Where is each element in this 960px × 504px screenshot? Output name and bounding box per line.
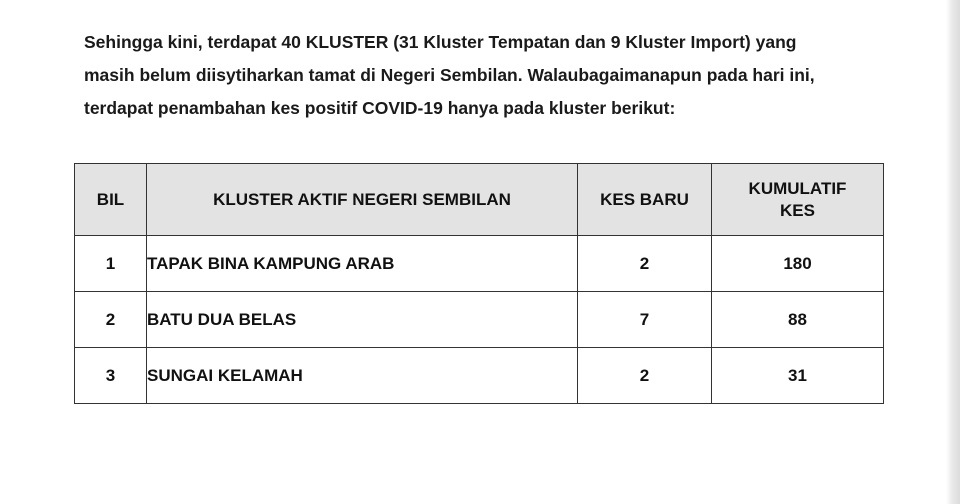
table-row — [75, 348, 884, 404]
cell-bil: 2 — [75, 292, 147, 348]
cell-bil: 3 — [75, 348, 147, 404]
paragraph-line: masih belum diisytiharkan tamat di Negeri Sembilan. Walaubagaimanapun pada hari ini, — [84, 65, 815, 85]
table-row — [75, 236, 884, 292]
cell-cumulative: 31 — [712, 348, 884, 404]
cell-cluster: TAPAK BINA KAMPUNG ARAB — [147, 236, 578, 292]
header-new-cases: KES BARU — [578, 164, 712, 236]
cell-bil: 1 — [75, 236, 147, 292]
cell-cumulative: 180 — [712, 236, 884, 292]
page-edge-shadow — [946, 0, 960, 504]
cell-cluster: BATU DUA BELAS — [147, 292, 578, 348]
paragraph-line: terdapat penambahan kes positif COVID-19 hanya pada kluster berikut: — [84, 98, 676, 118]
table-row — [75, 292, 884, 348]
cell-cumulative: 88 — [712, 292, 884, 348]
table-header-row — [75, 164, 884, 236]
header-bil: BIL — [75, 164, 147, 236]
cell-cluster: SUNGAI KELAMAH — [147, 348, 578, 404]
paragraph-line: Sehingga kini, terdapat 40 KLUSTER (31 Kluster Tempatan dan 9 Kluster Import) yang — [84, 32, 797, 52]
cell-new-cases: 2 — [578, 236, 712, 292]
cluster-table — [74, 163, 884, 404]
header-cluster: KLUSTER AKTIF NEGERI SEMBILAN — [147, 164, 578, 236]
header-cumulative-line2: KES — [780, 200, 815, 220]
intro-paragraph — [84, 26, 914, 125]
cell-new-cases: 2 — [578, 348, 712, 404]
cell-new-cases: 7 — [578, 292, 712, 348]
header-cumulative — [712, 164, 884, 236]
header-cumulative-line1: KUMULATIF — [748, 178, 847, 198]
